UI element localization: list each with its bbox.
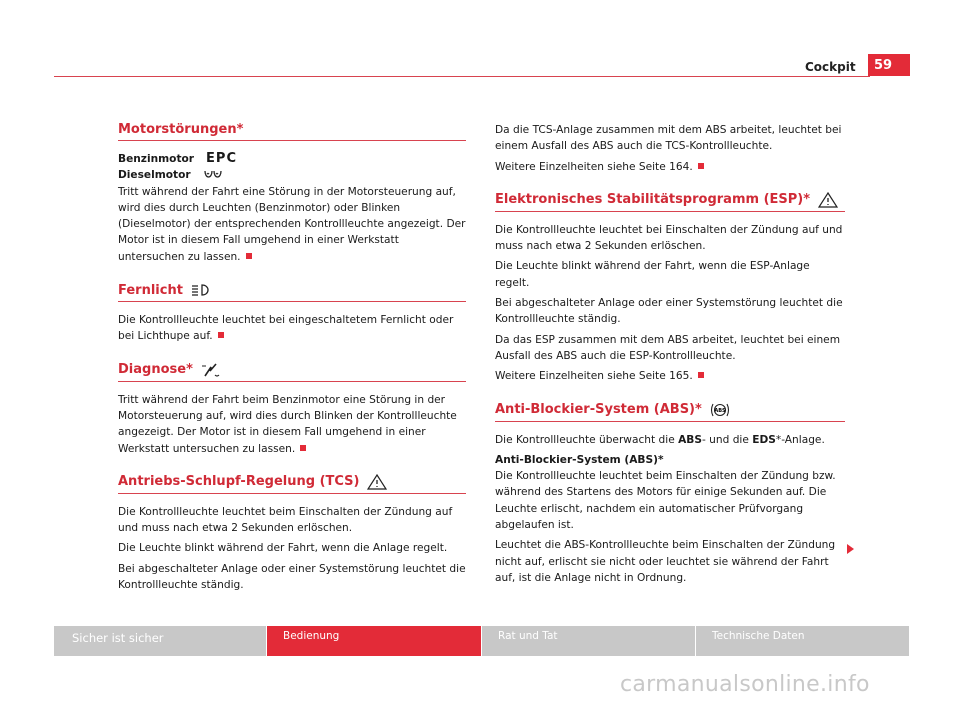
end-mark-icon: [218, 332, 224, 338]
page-number: 59: [868, 54, 910, 76]
intro-text-2: Weitere Einzelheiten siehe Seite 164.: [495, 159, 845, 175]
footer-nav: [54, 626, 909, 656]
right-column: [495, 122, 845, 590]
heading-tcs: Antriebs-Schlupf-Regelung (TCS): [118, 474, 466, 494]
watermark: carmanualsonline.info: [620, 672, 870, 697]
diagnose-text: Tritt während der Fahrt beim Benzinmotor eine Störung in der Motorsteuerung auf, wird dies durch Blinken der Kontrollleuchte angezeigt. Der Motor ist in diesem Fall umgehend in einer Werkstatt untersuchen zu lassen.: [118, 393, 457, 455]
warning-triangle-icon: [818, 192, 838, 208]
heading-abs: Anti-Blockier-System (ABS)* ABS: [495, 402, 845, 422]
dieselmotor-label: Dieselmotor: [118, 167, 466, 183]
abs-text-3: Leuchtet die ABS-Kontrollleuchte beim Einschalten der Zündung nicht auf, erlischt sie nicht oder leuchtet sie während der Fahrt auf, ist die Anlage nicht in Ordnung.: [495, 539, 836, 584]
header-rule: [54, 76, 870, 77]
esp-text-2: Die Leuchte blinkt während der Fahrt, wenn die ESP-Anlage regelt.: [495, 260, 810, 289]
abs-subheading: Anti-Blockier-System (ABS)*: [495, 453, 664, 466]
esp-text-4: Da das ESP zusammen mit dem ABS arbeitet, leuchtet bei einem Ausfall des ABS auch die ESP-Kontrollleuchte.: [495, 333, 841, 362]
tcs-text-1: Die Kontrollleuchte leuchtet beim Einschalten der Zündung auf und muss nach etwa 2 Sekunden erlöschen.: [118, 505, 453, 535]
epc-icon: EPC: [206, 151, 237, 166]
heading-esp: Elektronisches Stabilitätsprogramm (ESP)*: [495, 192, 845, 212]
abs-text-2: Die Kontrollleuchte leuchtet beim Einschalten der Zündung bzw. während des Startens des Motors für einige Sekunden auf. Die Leuchte erlischt, nachdem ein automatischer Prüfvorgang abgelaufen ist.: [495, 470, 836, 532]
tab-sicher-ist-sicher[interactable]: Sicher ist sicher: [54, 626, 266, 656]
heading-diagnose: Diagnose*: [118, 362, 466, 382]
esp-text-5: Weitere Einzelheiten siehe Seite 165.: [495, 368, 845, 384]
header-section-title: Cockpit: [805, 60, 856, 74]
eds-term: EDS: [752, 433, 776, 446]
tab-technische-daten[interactable]: Technische Daten: [696, 626, 909, 656]
glow-plug-icon: [203, 167, 223, 183]
end-mark-icon: [698, 372, 704, 378]
continue-arrow-icon: [847, 544, 854, 554]
motor-text: Tritt während der Fahrt eine Störung in der Motorsteuerung auf, wird dies durch Leuchten (Benzinmotor) oder Blinken (Dieselmotor) der entsprechenden Kontrollleuchte angezeigt. Der Motor ist in diesem Fall umgehend in einer Werkstatt untersuchen zu lassen.: [118, 185, 466, 263]
high-beam-icon: [191, 282, 211, 298]
tab-rat-und-tat[interactable]: Rat und Tat: [482, 626, 695, 656]
tcs-text-3: Bei abgeschalteter Anlage oder einer Systemstörung leuchtet die Kontrollleuchte ständig.: [118, 562, 466, 592]
fernlicht-text: Die Kontrollleuchte leuchtet bei eingeschaltetem Fernlicht oder bei Lichthupe auf.: [118, 314, 454, 343]
esp-text-3: Bei abgeschalteter Anlage oder einer Systemstörung leuchtet die Kontrollleuchte ständig.: [495, 297, 843, 326]
svg-text:ABS: ABS: [714, 407, 726, 414]
intro-text-1: Da die TCS-Anlage zusammen mit dem ABS arbeitet, leuchtet bei einem Ausfall des ABS auch die TCS-Kontrollleuchte.: [495, 124, 842, 153]
end-mark-icon: [698, 163, 704, 169]
heading-motorstoerungen: Motorstörungen*: [118, 122, 466, 141]
abs-icon: [710, 402, 730, 418]
tab-bedienung[interactable]: Bedienung: [267, 626, 481, 656]
diagnosis-icon: [201, 362, 221, 378]
end-mark-icon: [246, 253, 252, 259]
tcs-text-2: Die Leuchte blinkt während der Fahrt, wenn die Anlage regelt.: [118, 542, 448, 555]
abs-term: ABS: [678, 433, 702, 446]
left-column: [118, 122, 466, 597]
end-mark-icon: [300, 445, 306, 451]
benzinmotor-label: Benzinmotor EPC: [118, 151, 237, 166]
esp-text-1: Die Kontrollleuchte leuchtet bei Einschalten der Zündung auf und muss nach etwa 2 Sekunden erlöschen.: [495, 223, 843, 253]
warning-triangle-icon: [367, 474, 387, 490]
abs-text-1: Die Kontrollleuchte überwacht die ABS- und die EDS*-Anlage.: [495, 433, 825, 446]
heading-fernlicht: Fernlicht: [118, 282, 466, 302]
